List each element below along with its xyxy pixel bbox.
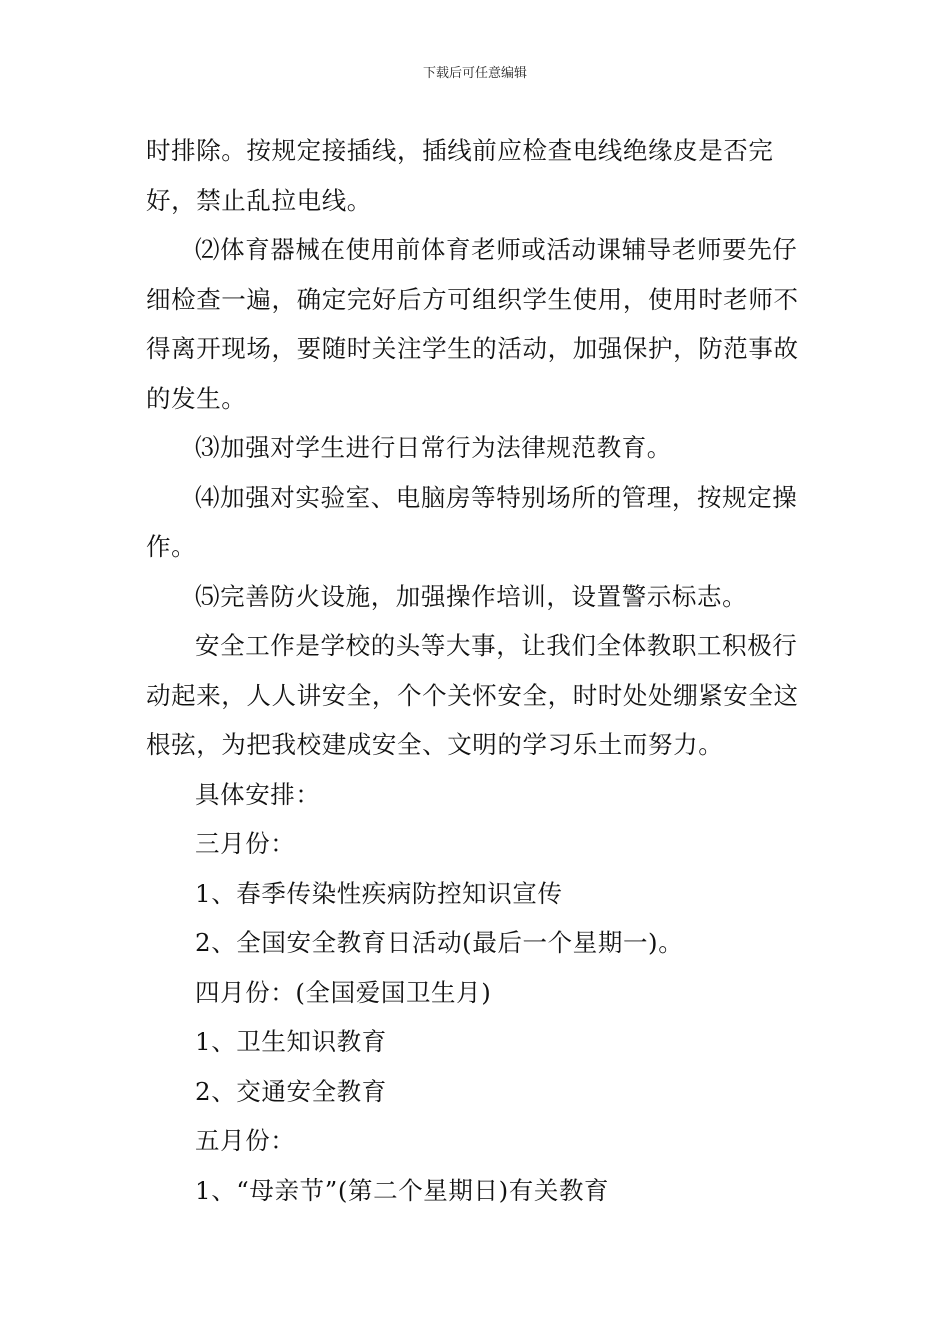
paragraph-1: 时排除。按规定接插线，插线前应检查电线绝缘皮是否完好，禁止乱拉电线。 xyxy=(146,136,774,215)
paragraph-3: ⑶加强对学生进行日常行为法律规范教育。 xyxy=(195,433,672,462)
list-item: 1、春季传染性疾病防控知识宣传 xyxy=(195,878,563,908)
paragraph-2: ⑵体育器械在使用前体育老师或活动课辅导老师要先仔细检查一遍，确定完好后方可组织学生使用，使用时老师不得离开现场，要随时关注学生的活动，加强保护，防范事故的发生。 xyxy=(146,235,799,413)
paragraph-april: 四月份：(全国爱国卫生月) xyxy=(195,977,492,1007)
paragraph-5: ⑸完善防火设施，加强操作培训，设置警示标志。 xyxy=(195,581,748,611)
paragraph-march: 三月份： xyxy=(195,829,296,858)
paragraph-6: 安全工作是学校的头等大事，让我们全体教职工积极行动起来，人人讲安全，个个关怀安全，时时处处绷紧安全这根弦，为把我校建成安全、文明的学习乐土而努力。 xyxy=(146,631,799,759)
paragraph-4: ⑷加强对实验室、电脑房等特别场所的管理，按规定操作。 xyxy=(146,482,798,561)
document-body xyxy=(146,126,806,1215)
list-item: 2、交通安全教育 xyxy=(195,1076,387,1106)
page-header-note: 下载后可任意编辑 xyxy=(422,66,527,81)
list-item: 1、卫生知识教育 xyxy=(195,1027,387,1056)
list-item: 2、全国安全教育日活动(最后一个星期一)。 xyxy=(195,928,684,957)
list-item: 1、“母亲节”(第二个星期日)有关教育 xyxy=(195,1175,610,1205)
paragraph-may: 五月份： xyxy=(195,1126,296,1155)
paragraph-schedule-heading: 具体安排： xyxy=(195,779,321,809)
